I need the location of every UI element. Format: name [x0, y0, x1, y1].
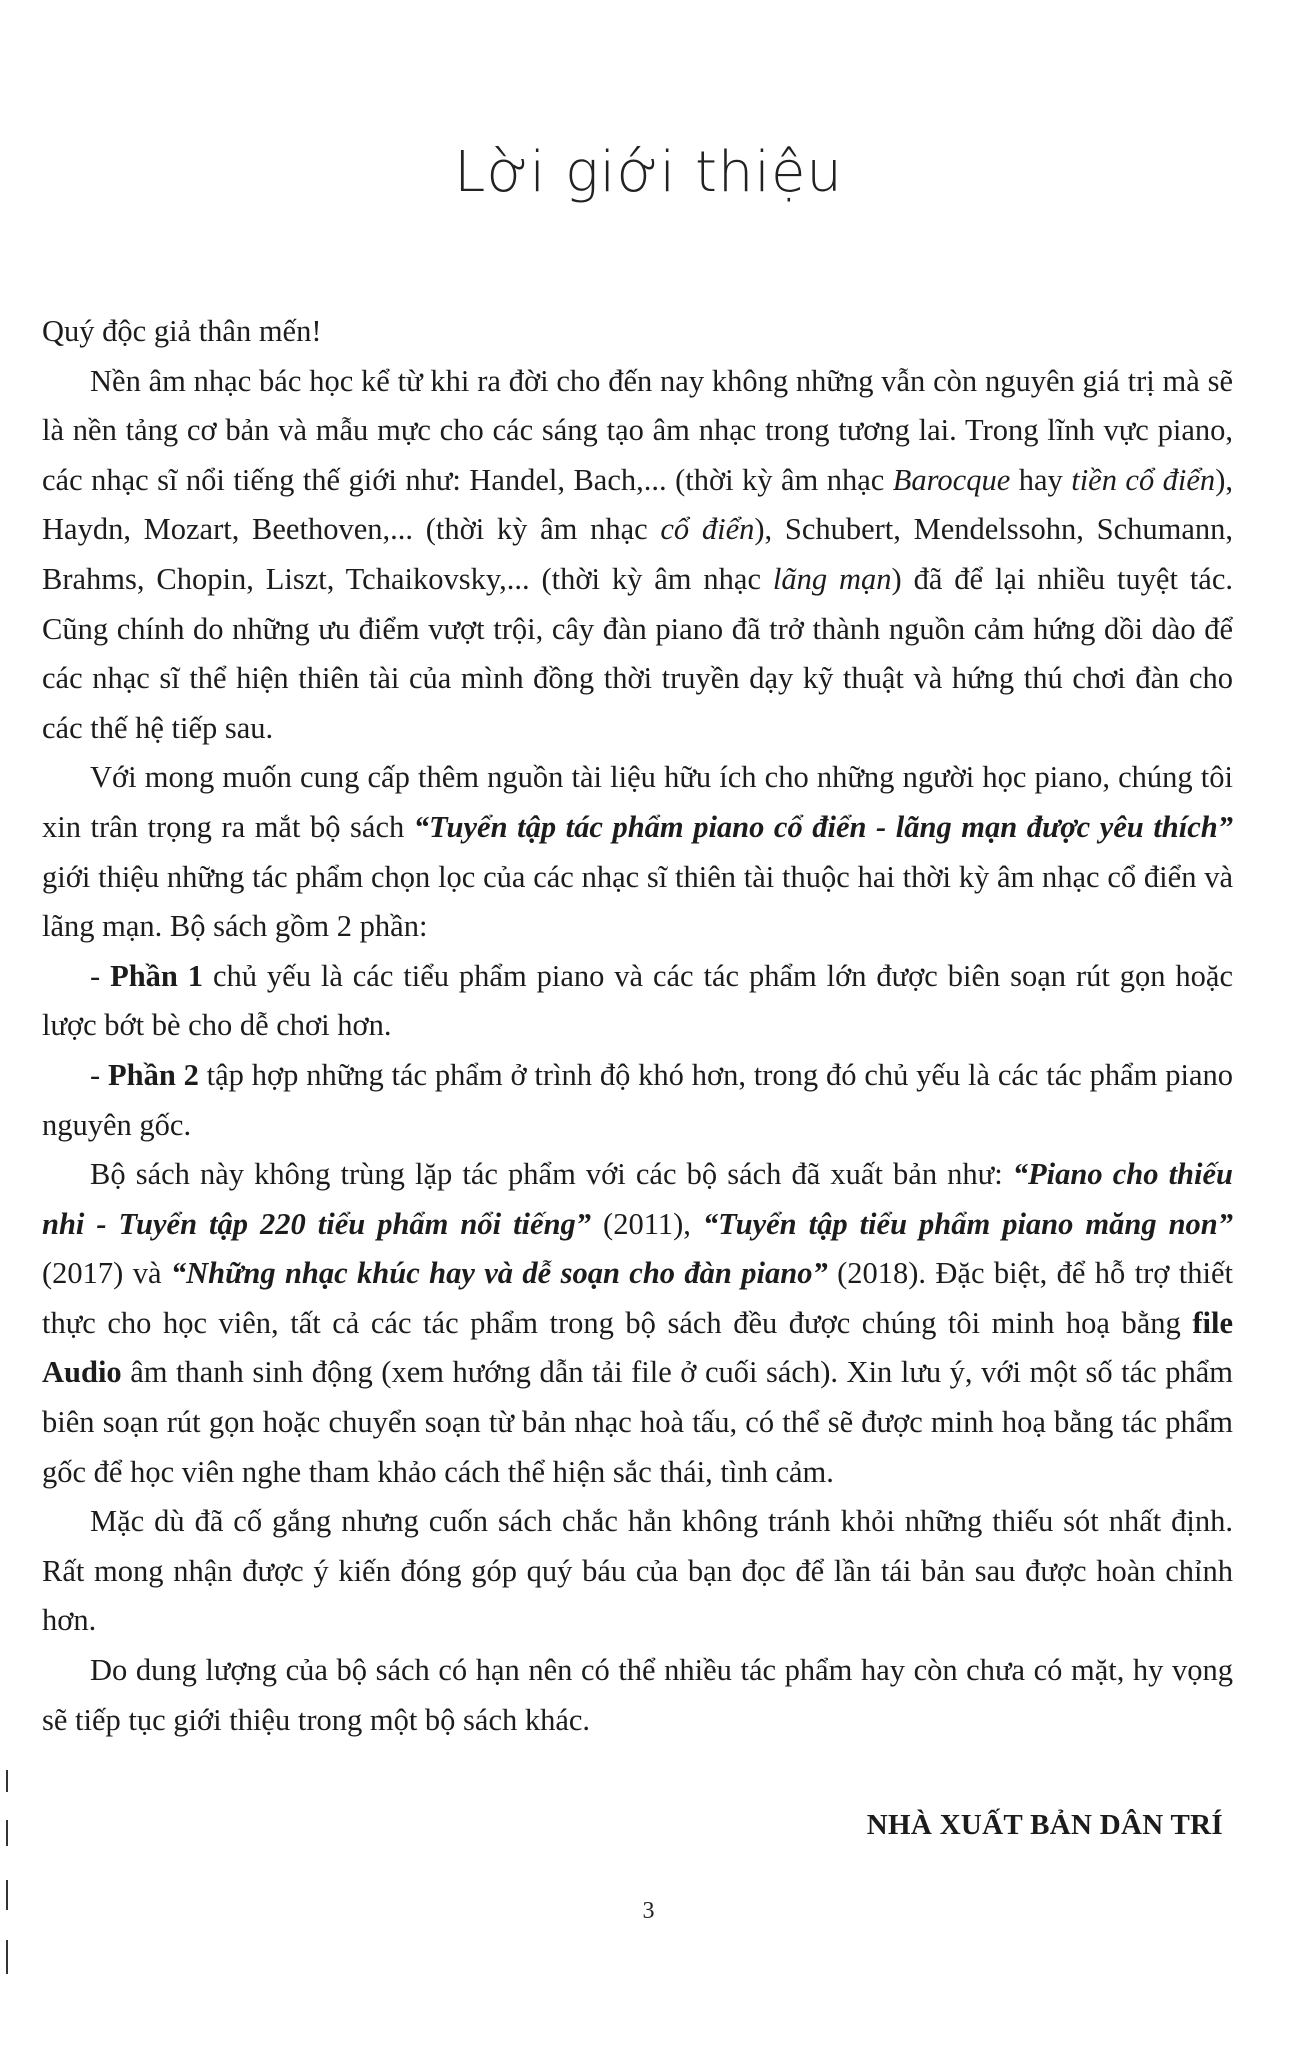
- text-run: ), Haydn, Mozart, Beethoven,... (thời kỳ âm nhạc: [42, 462, 1233, 547]
- binding-edge-mark: [6, 1940, 8, 1974]
- publisher-signature: NHÀ XUẤT BẢN DÂN TRÍ: [866, 1809, 1223, 1841]
- list-item-part-2: [42, 1051, 1233, 1150]
- paragraph-2: [42, 753, 1233, 951]
- text-run: chủ yếu là các tiểu phẩm piano và các tác phẩm lớn được biên soạn rút gọn hoặc lược bớt bè cho dễ chơi hơn.: [42, 958, 1233, 1043]
- part-label: Phần 1: [110, 958, 204, 993]
- book-title: “Tuyển tập tác phẩm piano cổ điển - lãng mạn được yêu thích”: [413, 809, 1233, 844]
- text-run: hay: [1010, 462, 1072, 497]
- paragraph-1: [42, 357, 1233, 754]
- binding-edge-mark: [6, 1820, 8, 1846]
- book-title: “Tuyển tập tiểu phẩm piano măng non”: [702, 1206, 1234, 1241]
- audio-label: file Audio: [42, 1305, 1233, 1390]
- page-number: 3: [642, 1898, 655, 1924]
- body-text: [42, 307, 1233, 1745]
- paragraph-7: Do dung lượng của bộ sách có hạn nên có thể nhiều tác phẩm hay còn chưa có mặt, hy vọng sẽ tiếp tục giới thiệu trong một bộ sách khác.: [42, 1653, 1233, 1737]
- italic-term: Barocque: [892, 462, 1011, 497]
- text-run: Bộ sách này không trùng lặp tác phẩm với các bộ sách đã xuất bản như:: [90, 1157, 1013, 1192]
- binding-edge-mark: [6, 1770, 8, 1792]
- text-run: giới thiệu những tác phẩm chọn lọc của các nhạc sĩ thiên tài thuộc hai thời kỳ âm nhạc cổ điển và lãng mạn. Bộ sách gồm 2 phần:: [42, 859, 1233, 944]
- text-run: ), Schubert, Mendelssohn, Schumann, Brahms, Chopin, Liszt, Tchaikovsky,... (thời kỳ âm nhạc: [42, 512, 1233, 596]
- text-run: âm thanh sinh động (xem hướng dẫn tải file ở cuối sách). Xin lưu ý, với một số tác phẩm biên soạn rút gọn hoặc chuyển soạn từ bản nhạc hoà tấu, có thể sẽ được minh hoạ bằng tác phẩm gốc để học viên nghe tham khảo cách thể hiện sắc thái, tình cảm.: [42, 1355, 1233, 1489]
- text-run: ) đã để lại nhiều tuyệt tác. Cũng chính do những ưu điểm vượt trội, cây đàn piano đã trở thành nguồn cảm hứng dồi dào để các nhạc sĩ thể hiện thiên tài của mình đồng thời truyền dạy kỹ thuật và hứng thú chơi đàn cho các thế hệ tiếp sau.: [42, 561, 1234, 745]
- greeting: Quý độc giả thân mến!: [42, 314, 322, 348]
- page-title: Lời giới thiệu: [454, 140, 843, 205]
- text-run: Nền âm nhạc bác học kể từ khi ra đời cho đến nay không những vẫn còn nguyên giá trị mà sẽ là nền tảng cơ bản và mẫu mực cho các sáng tạo âm nhạc trong tương lai. Trong lĩnh vực piano, các nhạc sĩ nổi tiếng thế giới như: Handel, Bach,... (thời kỳ âm nhạc: [42, 363, 1233, 497]
- part-label: Phần 2: [107, 1057, 199, 1092]
- text-run: tập hợp những tác phẩm ở trình độ khó hơn, trong đó chủ yếu là các tác phẩm piano nguyên gốc.: [42, 1057, 1233, 1142]
- italic-term: cổ điển: [660, 512, 755, 547]
- text-run: (2018). Đặc biệt, để hỗ trợ thiết thực cho học viên, tất cả các tác phẩm trong bộ sách đều được chúng tôi minh hoạ bằng: [42, 1256, 1233, 1340]
- binding-edge-mark: [6, 1880, 8, 1910]
- bullet-dash: -: [90, 958, 111, 993]
- italic-term: tiền cổ điển: [1071, 462, 1216, 497]
- bullet-dash: -: [90, 1057, 108, 1092]
- text-run: (2017) và: [42, 1256, 171, 1291]
- list-item-part-1: [42, 952, 1233, 1051]
- book-title: “Piano cho thiếu nhi - Tuyển tập 220 tiểu phẩm nổi tiếng”: [42, 1157, 1233, 1241]
- text-run: Với mong muốn cung cấp thêm nguồn tài liệu hữu ích cho những người học piano, chúng tôi xin trân trọng ra mắt bộ sách: [42, 760, 1233, 844]
- paragraph-6: Mặc dù đã cố gắng nhưng cuốn sách chắc hẳn không tránh khỏi những thiếu sót nhất định. Rất mong nhận được ý kiến đóng góp quý báu của bạn đọc để lần tái bản sau được hoàn chỉnh hơn.: [42, 1504, 1233, 1638]
- text-run: (2011),: [591, 1206, 703, 1241]
- paragraph-5: [42, 1150, 1233, 1497]
- italic-term: lãng mạn: [772, 561, 892, 596]
- book-title: “Những nhạc khúc hay và dễ soạn cho đàn piano”: [170, 1256, 828, 1291]
